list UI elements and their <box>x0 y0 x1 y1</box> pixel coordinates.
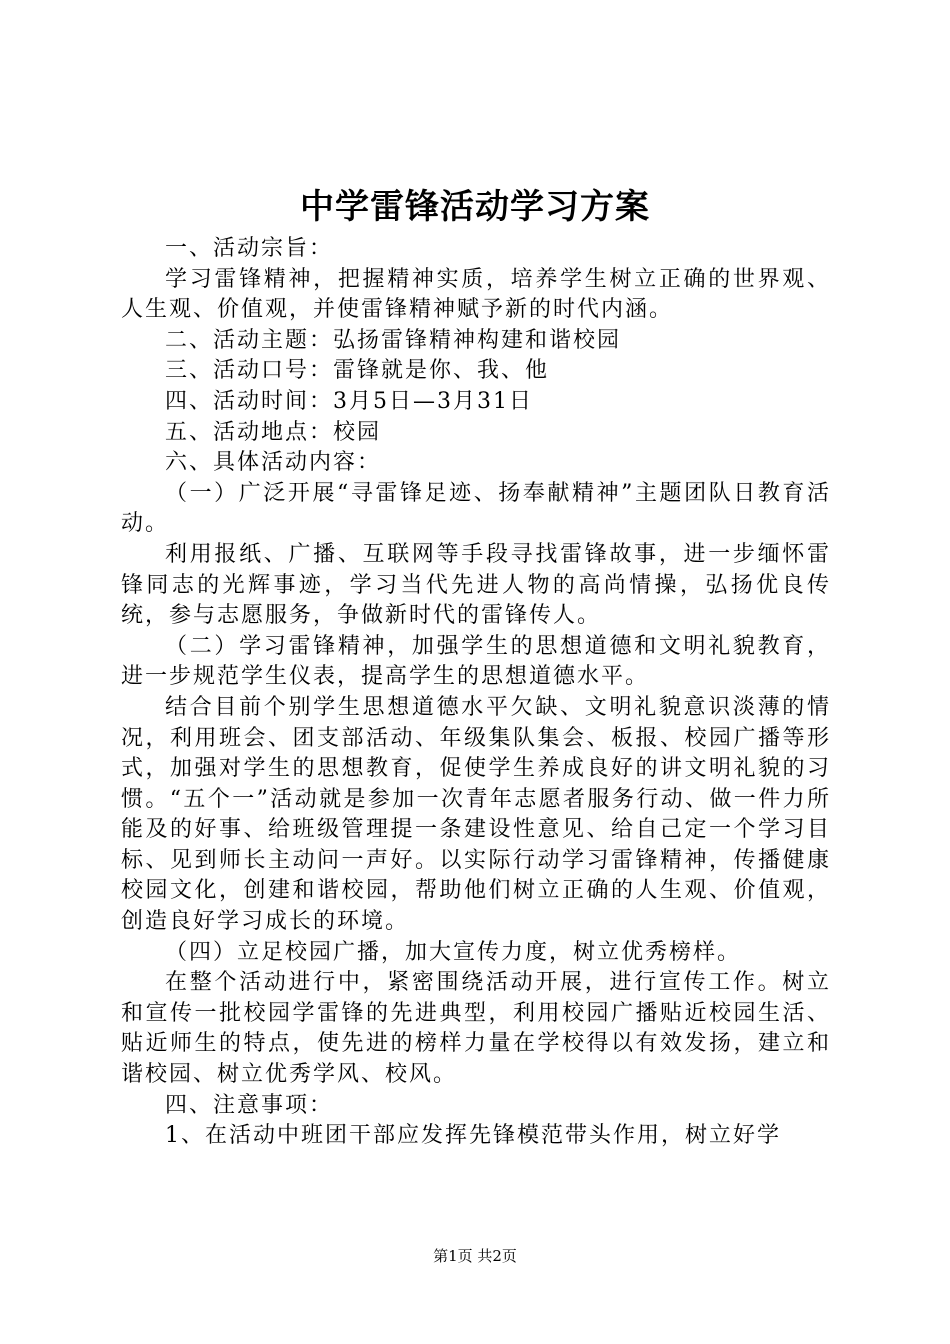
paragraph: 学习雷锋精神，把握精神实质，培养学生树立正确的世界观、人生观、价值观，并使雷锋精神赋予新的时代内涵。 <box>121 266 831 323</box>
paragraph: 利用报纸、广播、互联网等手段寻找雷锋故事，进一步缅怀雷锋同志的光辉事迹，学习当代先进人物的高尚情操，弘扬优良传统，参与志愿服务，争做新时代的雷锋传人。 <box>121 541 831 629</box>
paragraph: 二、活动主题：弘扬雷锋精神构建和谐校园 <box>165 327 622 353</box>
paragraph: 结合目前个别学生思想道德水平欠缺、文明礼貌意识淡薄的情况，利用班会、团支部活动、年级集队集会、板报、校园广播等形式，加强对学生的思想教育，促使学生养成良好的讲文明礼貌的习惯。“五个一”活动就是参加一次青年志愿者服务行动、做一件力所能及的好事、给班级管理提一条建设性意见、给自己定一个学习目标、见到师长主动问一声好。以实际行动学习雷锋精神，传播健康校园文化，创建和谐校园，帮助他们树立正确的人生观、价值观，创造良好学习成长的环境。 <box>121 694 831 935</box>
paragraph: 六、具体活动内容： <box>165 450 382 476</box>
paragraph: （一）广泛开展“寻雷锋足迹、扬奉献精神”主题团队日教育活动。 <box>121 480 831 537</box>
paragraph: 一、活动宗旨： <box>165 236 334 261</box>
page-number-footer: 第1页 共2页 <box>433 1247 517 1265</box>
paragraph: 1、在活动中班团干部应发挥先锋模范带头作用，树立好学 <box>165 1123 781 1149</box>
paragraph: （四）立足校园广播，加大宣传力度，树立优秀榜样。 <box>165 939 742 965</box>
document-title: 中学雷锋活动学习方案 <box>300 187 650 227</box>
document-body <box>121 234 831 1152</box>
paragraph: 四、注意事项： <box>165 1092 334 1118</box>
paragraph: 五、活动地点：校园 <box>165 419 382 445</box>
paragraph: （二）学习雷锋精神，加强学生的思想道德和文明礼貌教育，进一步规范学生仪表，提高学生的思想道德水平。 <box>121 633 831 690</box>
paragraph: 四、活动时间：3月5日—3月31日 <box>165 388 533 414</box>
paragraph: 三、活动口号：雷锋就是你、我、他 <box>165 358 550 384</box>
paragraph: 在整个活动进行中，紧密围绕活动开展，进行宣传工作。树立和宣传一批校园学雷锋的先进典型，利用校园广播贴近校园生活、贴近师生的特点，使先进的榜样力量在学校得以有效发扬，建立和谐校园、树立优秀学风、校风。 <box>121 970 831 1088</box>
